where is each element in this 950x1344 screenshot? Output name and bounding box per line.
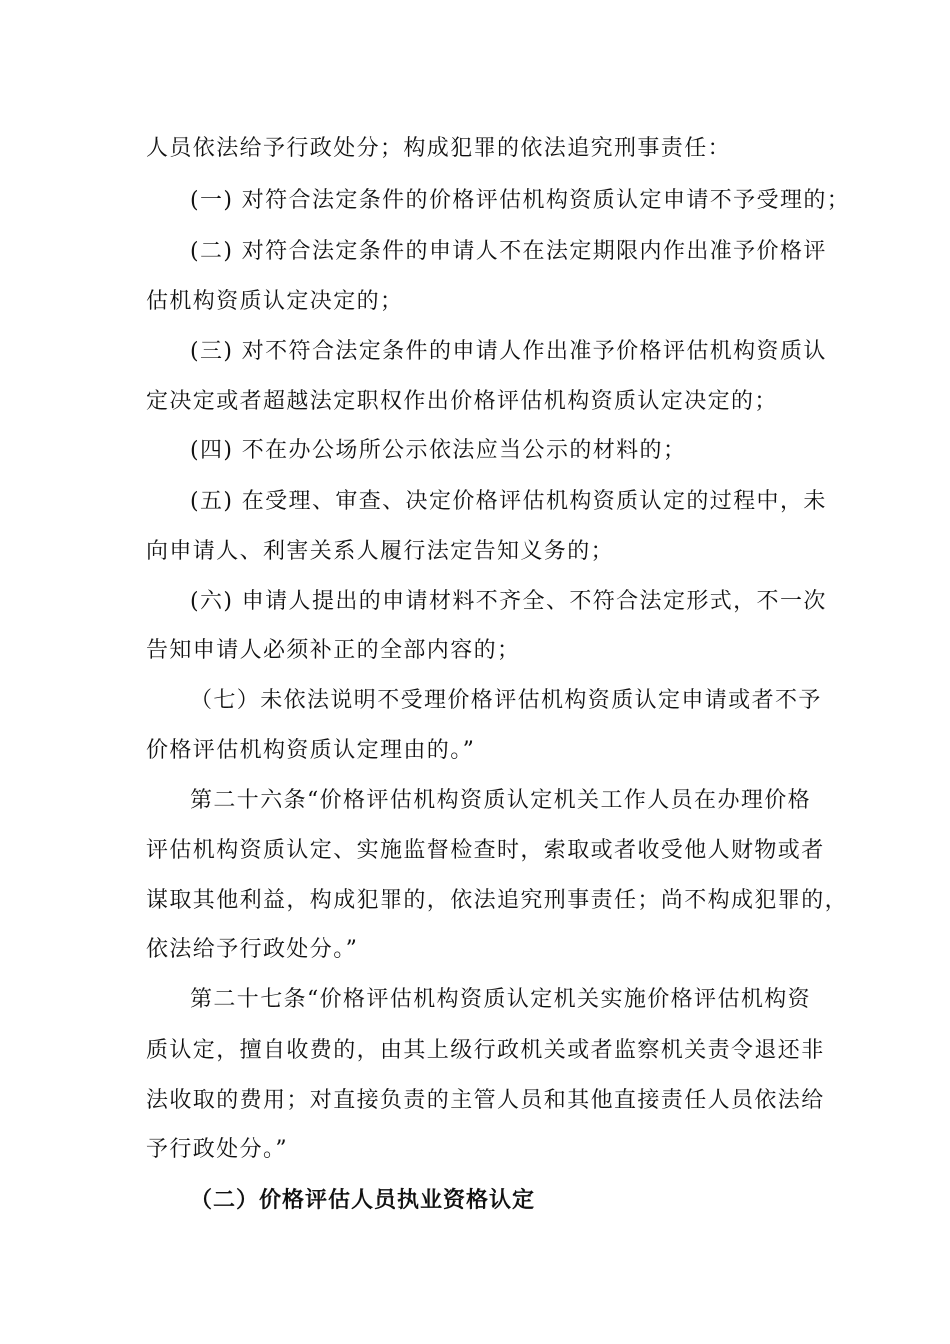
text-line: 法收取的费用；对直接负责的主管人员和其他直接责任人员依法给 [146,1088,825,1113]
text-line: (三) 对不符合法定条件的申请人作出准予价格评估机构资质认 [190,339,827,364]
text-line: 第二十六条“价格评估机构资质认定机关工作人员在办理价格 [190,788,812,813]
section-heading: （二）价格评估人员执业资格认定 [190,1187,536,1213]
text-line: (五) 在受理、审查、决定价格评估机构资质认定的过程中，未 [190,489,827,514]
text-line: 向申请人、利害关系人履行法定告知义务的； [146,539,615,564]
text-line: 质认定，擅自收费的，由其上级行政机关或者监察机关责令退还非 [146,1038,825,1063]
text-line: 评估机构资质认定、实施监督检查时，索取或者收受他人财物或者 [146,838,825,863]
text-line: 谋取其他利益，构成犯罪的，依法追究刑事责任；尚不构成犯罪的， [146,888,849,913]
text-line: (二) 对符合法定条件的申请人不在法定期限内作出准予价格评 [190,239,827,264]
text-line: (一) 对符合法定条件的价格评估机构资质认定申请不予受理的； [190,188,851,213]
text-line: 价格评估机构资质认定理由的。” [146,738,476,763]
text-line: 依法给予行政处分。” [146,937,359,962]
text-line: (四) 不在办公场所公示依法应当公示的材料的； [190,438,687,463]
text-line: 人员依法给予行政处分；构成犯罪的依法追究刑事责任： [146,136,732,161]
text-line: (六) 申请人提出的申请材料不齐全、不符合法定形式，不一次 [190,589,827,614]
text-line: 告知申请人必须补正的全部内容的； [146,638,521,663]
text-line: 定决定或者超越法定职权作出价格评估机构资质认定决定的； [146,389,778,414]
text-line: 估机构资质认定决定的； [146,289,404,314]
text-line: 第二十七条“价格评估机构资质认定机关实施价格评估机构资 [190,987,812,1012]
text-line: 予行政处分。” [146,1137,289,1162]
text-line: （七）未依法说明不受理价格评估机构资质认定申请或者不予 [190,688,822,713]
